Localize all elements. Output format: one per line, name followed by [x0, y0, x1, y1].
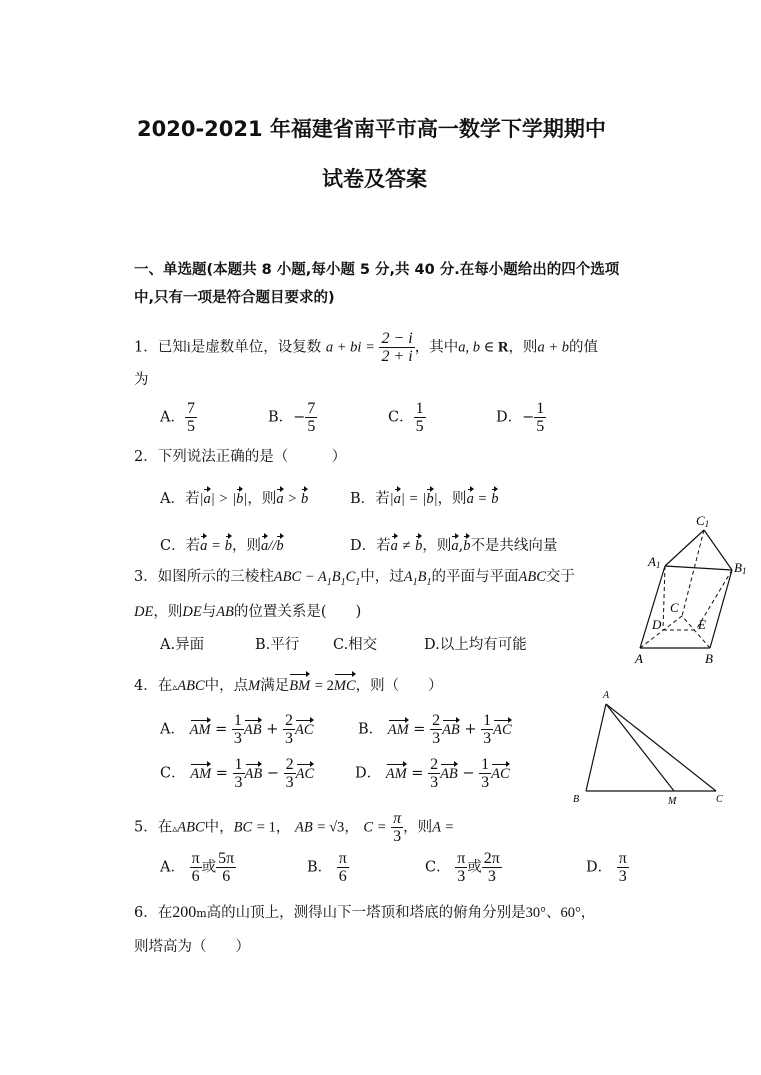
edge-c1a1 — [665, 530, 704, 566]
operator: + — [266, 721, 279, 738]
option-text: 不是共线向量 — [470, 538, 558, 554]
label-m: M — [668, 796, 677, 807]
vector-am: AM — [190, 765, 212, 782]
greater-sign: > — [288, 491, 297, 507]
option-sign: − — [522, 409, 535, 426]
label-c: C — [670, 600, 679, 615]
greater-sign: > — [219, 491, 228, 507]
q5-triangle: ABC — [177, 819, 205, 836]
doc-title-line1: 2020-2021 年福建省南平市高一数学下学期期中 — [137, 117, 606, 141]
option-label: A． — [160, 721, 185, 738]
option-text: A．若 — [160, 491, 200, 507]
doc-title-line2: 试卷及答案 — [322, 167, 427, 191]
q5-ab-value: = √3 — [317, 819, 345, 836]
frac-den: 6 — [338, 868, 347, 885]
frac-num: 1 — [481, 756, 490, 773]
frac-pi-6 — [337, 850, 349, 885]
frac-den: 6 — [191, 868, 200, 885]
vector-ac: AC — [295, 765, 315, 782]
question-3-line2 — [134, 602, 361, 622]
frac-num: π — [191, 850, 200, 867]
parallel-sign: // — [268, 538, 277, 554]
frac-num: 2 — [432, 712, 441, 729]
sub: 1 — [426, 576, 432, 588]
q1-text: ，则 — [508, 339, 538, 356]
option-sign: − — [293, 409, 306, 426]
q6-text: 高的山顶上，测得山下一塔顶和塔底的俯角分别是 — [206, 905, 526, 921]
q1-text: 是虚数单位，设复数 — [190, 339, 322, 356]
vector-a: a — [261, 538, 269, 554]
q4-text: ，则（ ） — [355, 678, 443, 694]
q3-option-a: A.异面 — [160, 637, 205, 653]
triangle-symbol: ▵ — [172, 682, 178, 693]
vector-am: AM — [189, 721, 211, 738]
frac-den: 3 — [481, 774, 490, 791]
q4-triangle: ABC — [177, 678, 205, 694]
option-label: B． — [268, 409, 294, 426]
frac-num: 1 — [483, 712, 492, 729]
q4-text: 中，点 — [204, 678, 249, 694]
frac-num: 1 — [233, 712, 242, 729]
label-a: A — [603, 690, 610, 701]
sub: 1 — [355, 576, 361, 588]
label-a: A — [635, 651, 643, 666]
q4-text: 4．在 — [134, 678, 173, 694]
q3-prism-part: C — [345, 569, 356, 585]
q5-bc: BC — [233, 819, 253, 836]
q3-text: 与 — [201, 604, 217, 620]
prism-figure — [630, 508, 758, 668]
label-d: D — [652, 617, 662, 632]
segment-am — [606, 704, 674, 791]
frac-den: 5 — [186, 418, 195, 435]
operator: − — [462, 765, 475, 782]
edge-c1c — [682, 530, 704, 616]
label-b: B — [705, 651, 713, 666]
q6-unit: m — [196, 907, 207, 920]
coef-fraction — [481, 712, 493, 747]
frac-den: 3 — [285, 774, 294, 791]
question-3-stem — [134, 567, 575, 593]
q6-text: ， — [580, 905, 596, 921]
q5-bc-value: = 1 — [256, 819, 276, 836]
question-1-stem — [134, 330, 598, 365]
section-heading-line1: 一、单选题(本题共 8 小题,每小题 5 分,共 40 分.在每小题给出的四个选项 — [134, 262, 620, 278]
triangle-symbol: ▵ — [172, 823, 178, 835]
frac-num: 2 — [430, 756, 439, 773]
q3-text: 的平面与平面 — [431, 569, 519, 585]
vector-a: a — [466, 491, 474, 507]
q6-text: 6．在 — [134, 905, 173, 921]
q3-text: 中，过 — [360, 569, 404, 585]
q3-prism-part: ABC − A — [273, 569, 327, 585]
q3-line-ab: AB — [216, 604, 234, 620]
option-fraction — [414, 400, 426, 435]
label-c: C — [716, 794, 723, 805]
option-label: D． — [586, 859, 613, 876]
frac-num: 2 — [285, 712, 293, 729]
frac-num: π — [618, 850, 627, 867]
q1-text: 的值 — [568, 339, 598, 356]
vector-bm: BM — [289, 678, 311, 694]
vector-b: b — [276, 538, 284, 554]
sub: 1 — [340, 576, 346, 588]
vector-am: AM — [385, 765, 407, 782]
q1-condition: a, b ∈ — [458, 339, 498, 356]
coef-fraction — [233, 756, 245, 791]
option-label: C． — [160, 765, 186, 782]
frac-den: 3 — [430, 774, 439, 791]
frac-den: 6 — [222, 868, 231, 885]
frac-den: 3 — [432, 730, 441, 747]
coef-fraction — [283, 712, 295, 747]
frac-num: 7 — [186, 400, 195, 417]
edge-c1b1 — [704, 530, 732, 570]
q5-option-a — [160, 850, 236, 885]
option-fraction — [534, 400, 546, 435]
equal-sign: = — [211, 538, 221, 554]
option-label: A． — [160, 859, 185, 876]
q3-edge-part: A — [403, 569, 413, 585]
option-label: C． — [388, 409, 414, 426]
q6-angle-2: 60° — [560, 905, 581, 921]
vector-b: b — [491, 491, 499, 507]
frac-den: 5 — [536, 418, 545, 435]
frac-num: 2π — [483, 850, 500, 867]
triangle-figure — [568, 688, 738, 808]
frac-num: 1 — [234, 756, 243, 773]
q1-text: 已知 — [157, 339, 187, 356]
q4-eq: = 2 — [314, 678, 334, 694]
option-label: C． — [425, 859, 451, 876]
q1-i: i — [186, 339, 191, 356]
label-c1: C1 — [696, 513, 710, 529]
not-equal-sign: ≠ — [402, 538, 411, 554]
frac-den: 5 — [415, 418, 424, 435]
option-text: ，则 — [247, 491, 277, 507]
frac-den: 3 — [233, 730, 242, 747]
vector-b: b — [224, 538, 233, 554]
question-4-stem — [134, 676, 443, 698]
q1-option-d — [496, 400, 546, 435]
q1-frac-den: 2 + i — [381, 348, 413, 365]
question-6-stem — [134, 903, 595, 924]
q3-text: 3．如图所示的三棱柱 — [134, 569, 274, 585]
q4-option-d: D． AM = $\frac{2}{3}$ AB − $\frac{1}{3}$ AC — [355, 756, 510, 791]
q6-text: 、 — [545, 905, 561, 921]
frac-num: π — [393, 810, 402, 827]
q1-frac-num: 2 − i — [381, 330, 413, 347]
option-text: B．若 — [350, 491, 390, 507]
vector-a: a — [390, 538, 398, 554]
label-e: E — [698, 617, 706, 632]
vector-ab: AB — [244, 765, 263, 782]
q3-prism — [273, 569, 361, 588]
q1-real-set: R — [497, 339, 509, 356]
frac-num: 2 — [285, 756, 294, 773]
vector-ac: AC — [493, 721, 512, 738]
q5-text: 中， — [204, 819, 234, 836]
line-a1d — [663, 566, 665, 630]
vector-a: a — [203, 491, 211, 507]
option-label: B． — [358, 721, 384, 738]
q6-angle-1: 30° — [525, 905, 546, 921]
question-5-stem: 5．在▵ABC中，BC = 1， AB = √3， C = $\frac{\pi}{3}$ ，则A = — [134, 810, 455, 845]
q4-option-b: B． AM = $\frac{2}{3}$ AB + $\frac{1}{3}$ AC — [358, 712, 512, 747]
frac-den: 5 — [307, 418, 316, 435]
option-text: D．若 — [350, 538, 391, 554]
q3-text: 的位置关系是( ) — [233, 604, 362, 620]
label-b1: B1 — [734, 560, 747, 576]
q1-number: 1． — [134, 339, 158, 356]
q5-option-b — [307, 850, 349, 885]
vector-am: AM — [387, 721, 409, 738]
q4-option-a: A． AM = $\frac{1}{3}$ AB + $\frac{2}{3}$ AC — [160, 712, 314, 747]
frac-den: 3 — [483, 730, 492, 747]
option-text: ，则 — [422, 538, 452, 554]
frac-num: 7 — [307, 400, 316, 417]
question-1-line2: 为 — [134, 372, 149, 388]
frac-2pi-3 — [482, 850, 502, 885]
option-text: ，则 — [232, 538, 262, 554]
frac-pi-3 — [455, 850, 467, 885]
q1-option-c — [388, 400, 426, 435]
vector-b: b — [426, 491, 434, 507]
equal-sign: = — [409, 491, 418, 507]
frac-den: 3 — [234, 774, 243, 791]
question-6-line2: 则塔高为（ ） — [134, 939, 250, 955]
coef-fraction — [479, 756, 491, 791]
option-label: D． — [496, 409, 523, 426]
edge-a1b1 — [665, 566, 732, 570]
frac-num: 1 — [415, 400, 424, 417]
or-text: 或 — [201, 859, 217, 876]
q5-ab: AB — [294, 819, 313, 836]
vector-a: a — [276, 491, 284, 507]
vector-b: b — [236, 491, 244, 507]
vector-b: b — [301, 491, 309, 507]
coef-fraction — [284, 756, 296, 791]
q5-option-c — [425, 850, 502, 885]
frac-den: 3 — [393, 828, 402, 845]
frac-pi-6 — [190, 850, 202, 885]
option-label: B． — [307, 859, 333, 876]
q3-plane: ABC — [518, 569, 546, 585]
vector-b: b — [415, 538, 423, 554]
q1-sum: a + b — [537, 339, 569, 356]
q3-prism-part: B — [331, 569, 341, 585]
coef-fraction — [428, 756, 440, 791]
q6-height: 200 — [172, 904, 197, 921]
frac-den: 3 — [457, 868, 466, 885]
q5-text: ，则 — [403, 819, 433, 836]
operator: − — [266, 765, 280, 782]
coef-fraction — [430, 712, 442, 747]
q5-angle-a: A = — [432, 819, 455, 836]
sub: 1 — [412, 576, 418, 588]
q1-option-a — [160, 400, 197, 435]
vector-a: a — [200, 538, 208, 554]
q3-text: 交于 — [545, 569, 575, 585]
frac-pi-3 — [617, 850, 629, 885]
vector-a: a — [393, 491, 401, 507]
sub: 1 — [326, 576, 332, 588]
vector-mc: MC — [333, 678, 356, 694]
frac-num: 5π — [218, 850, 235, 867]
q2-option-d: D．若a ≠ b，则a,b不是共线向量 — [350, 538, 558, 554]
section-heading-line2: 中,只有一项是符合题目要求的) — [134, 290, 335, 306]
q2-option-c — [160, 534, 284, 555]
q5-option-d — [586, 850, 629, 885]
q1-option-b — [268, 400, 317, 435]
coef-fraction — [232, 712, 244, 747]
q4-point-m: M — [248, 678, 261, 694]
vector-ab: AB — [442, 721, 460, 738]
operator: + — [464, 721, 477, 738]
option-fraction — [305, 400, 317, 435]
edge-b1b — [710, 570, 732, 648]
frac-num: π — [457, 850, 466, 867]
vector-a: a — [451, 538, 459, 554]
q3-text: ，则 — [153, 604, 183, 620]
q3-option-c: C.相交 — [333, 637, 378, 653]
frac-5pi-6 — [216, 850, 236, 885]
option-fraction — [185, 400, 197, 435]
frac-den: 3 — [487, 868, 496, 885]
q3-edge-part: B — [417, 569, 427, 585]
equal-sign: = — [478, 491, 487, 507]
q3-edge — [403, 569, 432, 588]
frac-num: 1 — [536, 400, 545, 417]
q3-line-de: DE — [134, 604, 154, 620]
vector-ac: AC — [491, 765, 510, 782]
q3-line-de: DE — [182, 604, 202, 620]
q3-option-d: D.以上均有可能 — [424, 637, 527, 653]
option-text: ，则 — [437, 491, 467, 507]
option-label: A． — [160, 409, 185, 426]
frac-den: 3 — [285, 730, 293, 747]
side-ab — [586, 704, 606, 791]
q2-option-b: B．若|a| = |b|，则a = b — [350, 491, 499, 507]
q5-angle-c: C = — [363, 819, 387, 836]
vector-ac: AC — [295, 721, 314, 738]
q5-c-fraction — [391, 810, 403, 845]
q1-fraction — [379, 330, 414, 365]
frac-num: π — [338, 850, 347, 867]
label-b: B — [573, 794, 580, 805]
q5-text: 5．在 — [134, 819, 173, 836]
option-text: C．若 — [160, 538, 201, 554]
or-text: 或 — [467, 859, 482, 876]
label-a1: A1 — [648, 554, 661, 570]
vector-ab: AB — [243, 721, 262, 738]
q1-text: ，其中 — [414, 339, 459, 356]
q3-option-b: B.平行 — [255, 637, 300, 653]
question-2-stem: 2．下列说法正确的是（ ） — [134, 449, 347, 465]
option-label: D． — [355, 765, 382, 782]
vector-b: b — [463, 538, 471, 554]
q1-equation: a + bi = — [325, 339, 375, 356]
side-ac — [606, 704, 716, 791]
q4-text: 满足 — [260, 678, 290, 694]
q2-option-a: A．若|a| > |b|，则a > b — [160, 491, 309, 507]
edge-a1a — [640, 566, 665, 648]
q4-option-c: C． AM = $\frac{1}{3}$ AB − $\frac{2}{3}$ AC — [160, 756, 315, 791]
vector-ab: AB — [440, 765, 458, 782]
frac-den: 3 — [618, 868, 627, 885]
